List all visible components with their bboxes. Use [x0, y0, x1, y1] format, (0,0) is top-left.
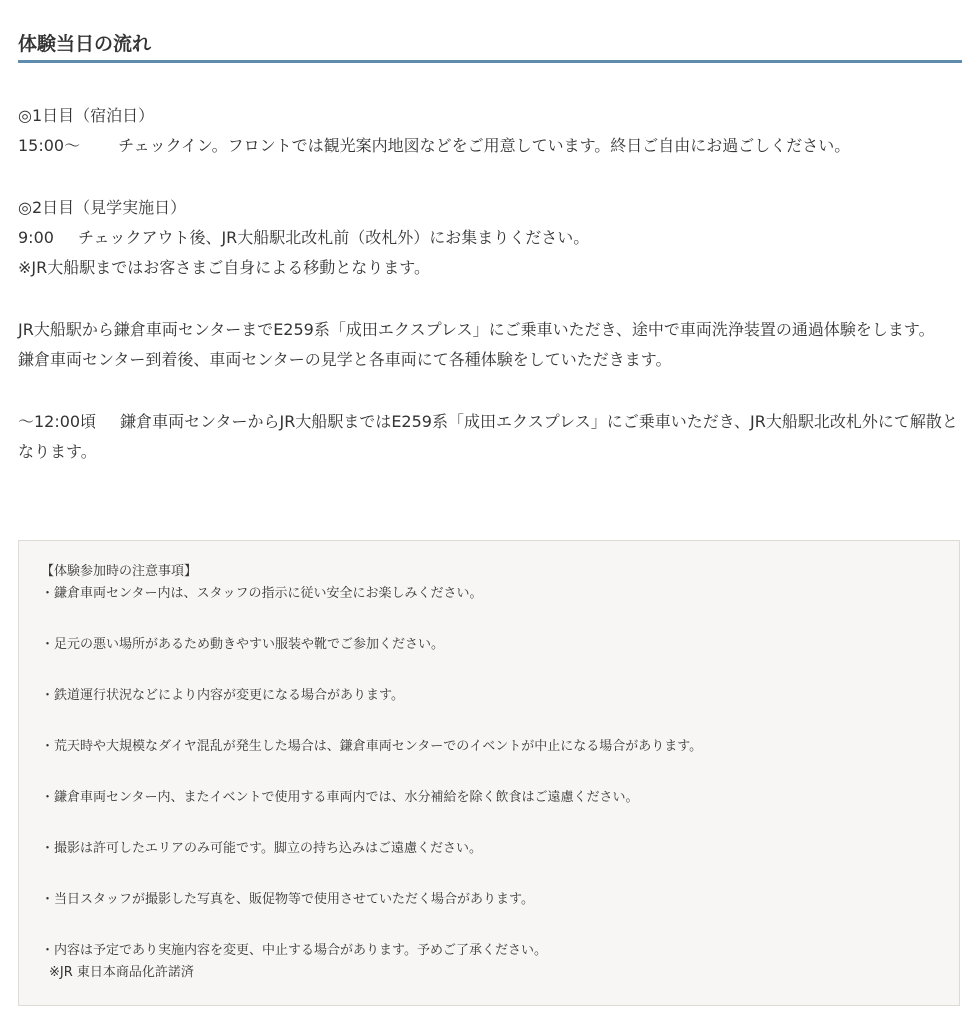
notice-item: ・撮影は許可したエリアのみ可能です。脚立の持ち込みはご遠慮ください。 [41, 841, 482, 856]
arrival-description: 鎌倉車両センター到着後、車両センターの見学と各車両にて各種体験をしていただきます。 [18, 350, 672, 369]
return-time: 〜12:00頃 [18, 412, 97, 431]
notice-item: ・荒天時や大規模なダイヤ混乱が発生した場合は、鎌倉車両センターでのイベントが中止になる場合があります。 [41, 739, 703, 754]
notice-box [18, 540, 960, 1006]
day2-description: チェックアウト後、JR大船駅北改札前（改札外）にお集まりください。 [77, 228, 590, 247]
day2-heading: ◎2日目（見学実施日） [18, 198, 187, 217]
ride-description: JR大船駅から鎌倉車両センターまでE259系「成田エクスプレス」にご乗車いただき、途中で車両洗浄装置の通過体験をします。 [18, 320, 935, 339]
license-note: ※JR 東日本商品化許諾済 [49, 965, 194, 980]
notice-item: ・内容は予定であり実施内容を変更、中止する場合があります。予めご了承ください。 [41, 943, 547, 958]
schedule-text [18, 101, 962, 467]
notice-item: ・鉄道運行状況などにより内容が変更になる場合があります。 [41, 688, 404, 703]
day2-row [18, 223, 962, 253]
day2-note: ※JR大船駅まではお客さまご自身による移動となります。 [18, 258, 430, 277]
notice-heading: 【体験参加時の注意事項】 [41, 564, 198, 579]
notice-item: ・鎌倉車両センター内、またイベントで使用する車両内では、水分補給を除く飲食はご遠慮ください。 [41, 790, 639, 805]
day2-time: 9:00 [18, 228, 54, 247]
notice-item: ・当日スタッフが撮影した写真を、販促物等で使用させていただく場合があります。 [41, 892, 534, 907]
day1-time: 15:00〜 [18, 136, 81, 155]
return-description: 鎌倉車両センターからJR大船駅まではE259系「成田エクスプレス」にご乗車いただき、JR大船駅北改札外にて解散となります。 [18, 412, 958, 461]
page-content [18, 0, 962, 467]
notice-item: ・鎌倉車両センター内は、スタッフの指示に従い安全にお楽しみください。 [41, 586, 483, 601]
day1-row [18, 131, 962, 161]
day1-description: チェックイン。フロントでは観光案内地図などをご用意しています。終日ご自由にお過ごしください。 [118, 136, 851, 155]
section-title: 体験当日の流れ [18, 33, 152, 55]
day1-heading: ◎1日目（宿泊日） [18, 106, 155, 125]
title-divider [18, 60, 962, 63]
return-row [18, 407, 962, 467]
notice-item: ・足元の悪い場所があるため動きやすい服装や靴でご参加ください。 [41, 637, 445, 652]
